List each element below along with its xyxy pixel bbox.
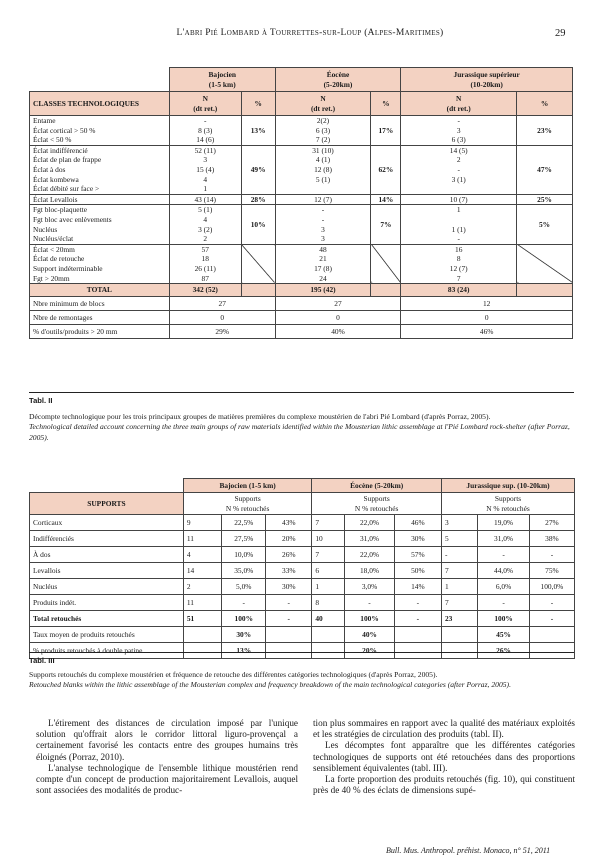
table-row [30, 205, 573, 244]
total-value: 195 (42) [275, 284, 371, 297]
table-cell [266, 627, 312, 643]
group-name: Bajocien [208, 69, 236, 79]
cell-line: 15 (4) [196, 164, 215, 174]
class-labels [30, 145, 170, 194]
table-cell: 31,0% [478, 531, 530, 547]
cell-line: 5 (1) [198, 205, 213, 215]
group-range: (1-5 km) [208, 79, 236, 89]
pct-value [517, 244, 573, 283]
cell-line [404, 184, 513, 194]
class-labels [30, 116, 170, 146]
support-label: Levallois [30, 563, 184, 579]
pct-value: 13% [241, 116, 275, 146]
table-cell: 22,5% [222, 515, 266, 531]
table-cell: 6 [312, 563, 345, 579]
cell-line: 31 (10) [312, 145, 334, 155]
table-cell: - [345, 595, 394, 611]
summary-value: 40% [345, 627, 394, 643]
cell-line: 1 (1) [451, 224, 466, 234]
table-cell: 100,0% [529, 579, 574, 595]
cell-line: Éclat Levallois [33, 194, 78, 204]
n-values [275, 116, 371, 146]
cell-line: - [204, 116, 207, 125]
n-values [401, 145, 517, 194]
cell-line: Nucléus/éclat [33, 234, 74, 244]
pct-value: 49% [241, 145, 275, 194]
cell-line: 17 (8) [314, 263, 332, 273]
cell-line: 7 [456, 273, 461, 283]
sub-label: N % retouchés [354, 503, 399, 513]
table-cell [312, 627, 345, 643]
cell-line: 2(2) [316, 116, 330, 125]
table-cell: 50% [394, 563, 441, 579]
summary-value: 45% [478, 627, 530, 643]
table-cell: 1 [312, 579, 345, 595]
table-header-row [30, 479, 575, 493]
n-values [169, 116, 241, 146]
class-labels [30, 205, 170, 244]
table-row [30, 244, 573, 283]
n-values [401, 205, 517, 244]
cell-line: Éclat débité sur face > [33, 184, 100, 194]
table-cell: 46% [394, 515, 441, 531]
table-cell: - [478, 595, 530, 611]
sub-header [183, 493, 312, 515]
n-values [401, 194, 517, 205]
table-row [30, 579, 575, 595]
cell-line: Éclat < 20mm [33, 244, 75, 254]
n-label: N [456, 93, 462, 103]
total-value: 83 (24) [401, 284, 517, 297]
table-2-caption-fr: Décompte technologique pour les trois principaux groupes de matières premières du complexe moustérien de l'abri Pié Lombard (d'après Porraz, 2005). [29, 412, 491, 422]
support-label: Corticaux [30, 515, 184, 531]
table-cell: 22,0% [345, 515, 394, 531]
cell-line: Fgt > 20mm [33, 273, 70, 283]
pct-value: 28% [241, 194, 275, 205]
table-cell: 14% [394, 579, 441, 595]
n-values [169, 244, 241, 283]
table-cell: 3 [441, 515, 477, 531]
table-cell: 23 [441, 611, 477, 627]
table-2-caption [29, 396, 574, 443]
group-header: Éocène (5-20km) [312, 479, 442, 493]
table-3 [29, 478, 575, 659]
table-cell: 33% [266, 563, 312, 579]
table-cell: 30% [394, 531, 441, 547]
summary-value: 27 [169, 297, 275, 311]
n-values [275, 205, 371, 244]
summary-row [30, 627, 575, 643]
table-3-caption-en: Retouched blanks within the lithic assemblage of the Mousterian complex and frequency breakdown of the main technological categories (after Porraz, 2005). [29, 680, 511, 690]
sub-header [312, 493, 442, 515]
n-label: N [202, 93, 208, 103]
table-cell: 10,0% [222, 547, 266, 563]
table-cell: - [266, 595, 312, 611]
total-label: TOTAL [30, 284, 170, 297]
supports-header: SUPPORTS [30, 493, 184, 515]
pct-value [371, 244, 401, 283]
table-row [30, 595, 575, 611]
table-cell [529, 627, 574, 643]
table-cell: 57% [394, 547, 441, 563]
table-header-row [30, 92, 573, 116]
running-header-title: L'abri Pié Lombard à Tourrettes-sur-Loup (Alpes-Maritimes) [176, 28, 444, 38]
n-values [401, 116, 517, 146]
pct-header: % [517, 92, 573, 116]
table-cell: 26% [266, 547, 312, 563]
cell-line: 6 (3) [315, 125, 331, 135]
n-header [401, 92, 517, 116]
sub-header [441, 493, 574, 515]
cell-line: 43 (14) [194, 194, 217, 204]
pct-value: 23% [517, 116, 573, 146]
n-values [275, 194, 371, 205]
cell-line: 4 (1) [315, 155, 331, 165]
body-column-right [313, 718, 575, 796]
group-header [401, 68, 573, 92]
cell-line: 8 (3) [198, 125, 213, 135]
table-cell [30, 68, 170, 92]
table-cell: 20% [266, 531, 312, 547]
table-cell [30, 479, 184, 493]
cell-line: Éclat kombewa [33, 174, 79, 184]
n-label: N [320, 93, 326, 103]
cell-line: 1 [203, 184, 208, 194]
cell-line: Fgt bloc avec enlèvements [33, 214, 112, 224]
n-values [169, 145, 241, 194]
cell-line: Fgt bloc-plaquette [33, 205, 87, 215]
table-3-label: Tabl. III [29, 656, 55, 665]
summary-value: 12 [401, 297, 573, 311]
cell-line: 7 (2) [315, 135, 331, 145]
table-cell: 9 [183, 515, 221, 531]
cell-line: 14 (6) [196, 135, 215, 145]
table-cell [441, 627, 477, 643]
table-row [30, 145, 573, 194]
table-cell: 27,5% [222, 531, 266, 547]
table-row [30, 116, 573, 146]
summary-row [30, 311, 573, 325]
cell-line: - [457, 164, 460, 174]
cell-line: 3 (2) [198, 224, 213, 234]
table-cell: 31,0% [345, 531, 394, 547]
journal-footer: Bull. Mus. Anthropol. préhist. Monaco, n° 51, 2011 [386, 846, 551, 855]
summary-label: % d'outils/produits > 20 mm [30, 325, 170, 339]
total-pct [517, 284, 573, 297]
summary-label: Nbre minimum de blocs [30, 297, 170, 311]
n-values [275, 145, 371, 194]
paragraph: L'étirement des distances de circulation imposé par l'unique solution qu'offrait alors le corridor littoral liguro-provençal a certainement favorisé les contacts entre des groupes humains très éloignés (Porraz, 2010). [36, 718, 298, 762]
cell-line: 4 [203, 214, 208, 224]
table-cell: - [394, 611, 441, 627]
summary-row [30, 325, 573, 339]
cell-line: 2 [203, 234, 208, 244]
cell-line: 3 [321, 224, 325, 234]
table-cell: - [222, 595, 266, 611]
pct-value: 25% [517, 194, 573, 205]
table-cell: - [529, 611, 574, 627]
summary-value: 29% [169, 325, 275, 339]
caption-rule [29, 652, 574, 653]
group-header [169, 68, 275, 92]
support-label: Produits indét. [30, 595, 184, 611]
cell-line: 24 [319, 273, 327, 283]
summary-value: 0 [275, 311, 401, 325]
table-cell: 6,0% [478, 579, 530, 595]
table-row [30, 194, 573, 205]
pct-header: % [371, 92, 401, 116]
caption-rule [29, 392, 574, 393]
summary-value: 46% [401, 325, 573, 339]
group-name: Éocène [326, 69, 350, 79]
n-values [169, 205, 241, 244]
cell-line: Support indéterminable [33, 263, 103, 273]
cell-line: 3 [321, 234, 325, 244]
table-cell: 22,0% [345, 547, 394, 563]
cell-line: 12 (7) [314, 194, 332, 204]
table-cell: 100% [478, 611, 530, 627]
cell-line: Éclat < 50 % [33, 135, 72, 145]
paragraph: Les décomptes font apparaître que les différentes catégories technologiques de supports ont été retouchées dans des proportions sensiblement équivalentes (tabl. III). [313, 740, 575, 773]
summary-label: % produits retouchés à double patine [30, 643, 184, 659]
table-cell: 2 [183, 579, 221, 595]
cell-line: 8 [456, 254, 461, 264]
classes-header: CLASSES TECHNOLOGIQUES [30, 92, 170, 116]
body-column-left [36, 718, 298, 796]
table-cell: 38% [529, 531, 574, 547]
table-cell: 10 [312, 531, 345, 547]
table-cell: - [478, 547, 530, 563]
table-cell: 27% [529, 515, 574, 531]
summary-value: 27 [275, 297, 401, 311]
cell-line: 10 (7) [449, 194, 468, 204]
table-3-caption [29, 656, 574, 691]
support-label: À dos [30, 547, 184, 563]
table-cell: 30% [266, 579, 312, 595]
cell-line: Éclat de retouche [33, 254, 85, 264]
pct-value: 7% [371, 205, 401, 244]
summary-value: 20% [345, 643, 394, 659]
cell-line: 14 (5) [449, 145, 468, 155]
table-2-caption-en: Technological detailed account concerning the three main groups of raw materials identified within the Mousterian lithic assemblage at l'Pié Lombard rock-shelter (after Porraz, 2005). [29, 422, 570, 442]
table-cell: 19,0% [478, 515, 530, 531]
cell-line: - [457, 234, 460, 244]
cell-line: 6 (3) [451, 135, 466, 145]
table-cell: 5,0% [222, 579, 266, 595]
cell-line [404, 215, 513, 225]
table-cell: 40 [312, 611, 345, 627]
pct-value: 10% [241, 205, 275, 244]
class-labels [30, 194, 170, 205]
table-cell [183, 627, 221, 643]
total-row [30, 284, 573, 297]
table-row [30, 611, 575, 627]
cell-line: 2 [456, 155, 461, 165]
table-cell: 7 [441, 595, 477, 611]
pct-value: 5% [517, 205, 573, 244]
support-label: Indifférenciés [30, 531, 184, 547]
total-value: 342 (52) [169, 284, 241, 297]
summary-value: 30% [222, 627, 266, 643]
table-cell: 11 [183, 531, 221, 547]
summary-value: 26% [478, 643, 530, 659]
n-values [169, 194, 241, 205]
cell-line: 57 [201, 244, 209, 254]
cell-line: 52 (11) [194, 145, 216, 155]
n-values [275, 244, 371, 283]
cell-line: 16 [455, 244, 463, 254]
cell-line: 4 [203, 174, 208, 184]
group-header: Bajocien (1-5 km) [183, 479, 312, 493]
table-2-label: Tabl. II [29, 396, 53, 405]
support-label: Total retouchés [30, 611, 184, 627]
table-cell: - [266, 611, 312, 627]
cell-line: 12 (8) [314, 164, 332, 174]
summary-label: Taux moyen de produits retouchés [30, 627, 184, 643]
table-3-caption-fr: Supports retouchés du complexe moustérien et fréquence de retouche des différentes catégories technologiques (d'après Porraz, 2005). [29, 670, 438, 680]
table-2 [29, 67, 573, 339]
table-cell: 4 [183, 547, 221, 563]
n-sub: (dt ret.) [310, 103, 336, 113]
paragraph: La forte proportion des produits retouchés (fig. 10), qui constituent près de 40 % des éclats de dimensions supé- [313, 774, 575, 796]
table-row [30, 563, 575, 579]
support-label: Nucléus [30, 579, 184, 595]
pct-header: % [241, 92, 275, 116]
table-cell: 3,0% [345, 579, 394, 595]
group-range: (5-20km) [323, 79, 353, 89]
cell-line: 26 (11) [194, 263, 216, 273]
table-row [30, 531, 575, 547]
cell-line: Éclat cortical > 50 % [33, 125, 96, 135]
n-header [169, 92, 241, 116]
table-cell: 11 [183, 595, 221, 611]
cell-line: Éclat indifférencié [33, 145, 88, 155]
table-cell: 100% [345, 611, 394, 627]
cell-line: 3 (1) [451, 174, 466, 184]
table-cell: 8 [312, 595, 345, 611]
sub-label: Supports [494, 493, 522, 503]
pct-value: 47% [517, 145, 573, 194]
class-labels [30, 244, 170, 283]
cell-line: - [321, 214, 325, 224]
pct-value: 62% [371, 145, 401, 194]
n-values [401, 244, 517, 283]
cell-line: 48 [319, 244, 327, 254]
group-header: Jurassique sup. (10-20km) [441, 479, 574, 493]
cell-line: 12 (7) [449, 263, 468, 273]
table-cell: 7 [312, 515, 345, 531]
total-pct [371, 284, 401, 297]
cell-line [279, 184, 368, 194]
summary-row [30, 297, 573, 311]
group-name: Jurassique supérieur [453, 69, 520, 79]
sub-label: Supports [234, 493, 261, 503]
pct-value: 17% [371, 116, 401, 146]
sub-label: N % retouchés [225, 503, 270, 513]
summary-value: 40% [275, 325, 401, 339]
cell-line: - [457, 116, 460, 125]
table-cell: 44,0% [478, 563, 530, 579]
table-cell: - [529, 595, 574, 611]
table-cell: 1 [441, 579, 477, 595]
cell-line: 87 [201, 273, 209, 283]
summary-label: Nbre de remontages [30, 311, 170, 325]
paragraph: L'analyse technologique de l'ensemble lithique moustérien rend compte d'un concept de production majoritairement Levallois, auquel sont associées des modalités de produc- [36, 762, 298, 796]
n-header [275, 92, 371, 116]
table-row [30, 547, 575, 563]
summary-value: 0 [401, 311, 573, 325]
cell-line: 21 [319, 254, 327, 264]
summary-value: 13% [222, 643, 266, 659]
paragraph: tion plus sommaires en rapport avec la qualité des matériaux exploités et les stratégies de circulation des produits (tabl. II). [313, 718, 575, 740]
pct-value: 14% [371, 194, 401, 205]
table-header-row [30, 493, 575, 515]
group-range: (10-20km) [470, 79, 503, 89]
table-cell: 7 [312, 547, 345, 563]
table-cell: 18,0% [345, 563, 394, 579]
page-number: 29 [555, 28, 566, 39]
cell-line: Entame [33, 116, 56, 125]
n-sub: (dt ret.) [446, 103, 471, 113]
table-cell: - [529, 547, 574, 563]
cell-line: Nucléus [33, 224, 58, 234]
cell-line: 1 [456, 205, 461, 215]
cell-line: - [321, 205, 325, 215]
table-header-row [30, 68, 573, 92]
summary-value: 0 [169, 311, 275, 325]
table-cell: 14 [183, 563, 221, 579]
total-pct [241, 284, 275, 297]
n-sub: (dt ret.) [193, 103, 218, 113]
group-header [275, 68, 401, 92]
table-cell: - [441, 547, 477, 563]
cell-line: 18 [201, 254, 209, 264]
sub-label: Supports [363, 493, 390, 503]
cell-line: 5 (1) [315, 174, 331, 184]
table-cell: 100% [222, 611, 266, 627]
table-cell: - [394, 595, 441, 611]
cell-line: Éclat à dos [33, 164, 66, 174]
table-cell: 7 [441, 563, 477, 579]
cell-line: 3 [203, 155, 208, 165]
table-cell: 5 [441, 531, 477, 547]
cell-line: Éclat de plan de frappe [33, 155, 102, 165]
table-cell [394, 627, 441, 643]
table-cell: 75% [529, 563, 574, 579]
cell-line: 3 [456, 125, 461, 135]
sub-label: N % retouchés [486, 503, 530, 513]
table-row [30, 515, 575, 531]
table-cell: 51 [183, 611, 221, 627]
table-cell: 35,0% [222, 563, 266, 579]
pct-value [241, 244, 275, 283]
table-cell: 43% [266, 515, 312, 531]
